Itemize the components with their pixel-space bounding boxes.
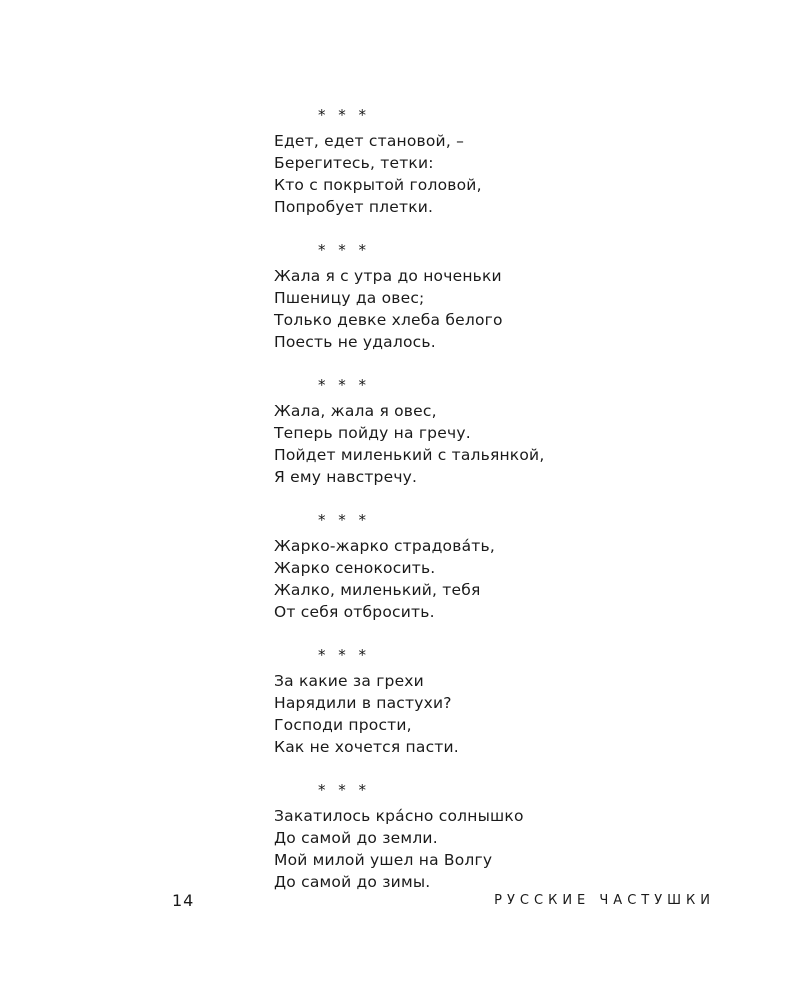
stanza-separator: * * * [318, 241, 371, 259]
verse-line: Теперь пойду на гречу. [274, 424, 471, 442]
verse-line: Господи прости, [274, 716, 412, 734]
stanza-separator: * * * [318, 781, 371, 799]
verse-line: До самой до земли. [274, 829, 438, 847]
stanza [274, 509, 734, 623]
stanza-separator: * * * [318, 646, 371, 664]
stanza-separator: * * * [318, 106, 371, 124]
stanza-separator: * * * [318, 376, 371, 394]
stanza-separator: * * * [318, 511, 371, 529]
stanza [274, 374, 734, 488]
verse-line: Едет, едет становой, – [274, 132, 465, 150]
running-title: РУССКИЕ ЧАСТУШКИ [494, 893, 715, 908]
page-number: 14 [172, 891, 195, 910]
verse-line: Жарко сенокосить. [274, 559, 436, 577]
verse-line: Поесть не удалось. [274, 333, 436, 351]
verse-line: За какие за грехи [274, 672, 424, 690]
stanza [274, 104, 734, 218]
stanza [274, 644, 734, 758]
verse-line: Пойдет миленький с тальянкой, [274, 446, 545, 464]
verse-line: От себя отбросить. [274, 603, 435, 621]
verse-line: Пшеницу да овес; [274, 289, 425, 307]
verse-line: Жалко, миленький, тебя [274, 581, 481, 599]
verse-line: До самой до зимы. [274, 873, 431, 891]
verse-line: Кто с покрытой головой, [274, 176, 482, 194]
verse-line: Мой милой ушел на Волгу [274, 851, 493, 869]
verse-line: Как не хочется пасти. [274, 738, 459, 756]
verse-line: Берегитесь, тетки: [274, 154, 434, 172]
verse-line: Только девке хлеба белого [274, 311, 503, 329]
verse-line: Закатилось кра́сно солнышко [274, 807, 524, 825]
stanza [274, 779, 734, 893]
poem-list [274, 104, 734, 914]
verse-line: Жала, жала я овес, [274, 402, 437, 420]
verse-line: Попробует плетки. [274, 198, 434, 216]
verse-line: Нарядили в пастухи? [274, 694, 452, 712]
verse-line: Я ему навстречу. [274, 468, 418, 486]
verse-line: Жала я с утра до ноченьки [274, 267, 502, 285]
verse-line: Жарко-жарко страдова́ть, [274, 537, 495, 555]
stanza [274, 239, 734, 353]
